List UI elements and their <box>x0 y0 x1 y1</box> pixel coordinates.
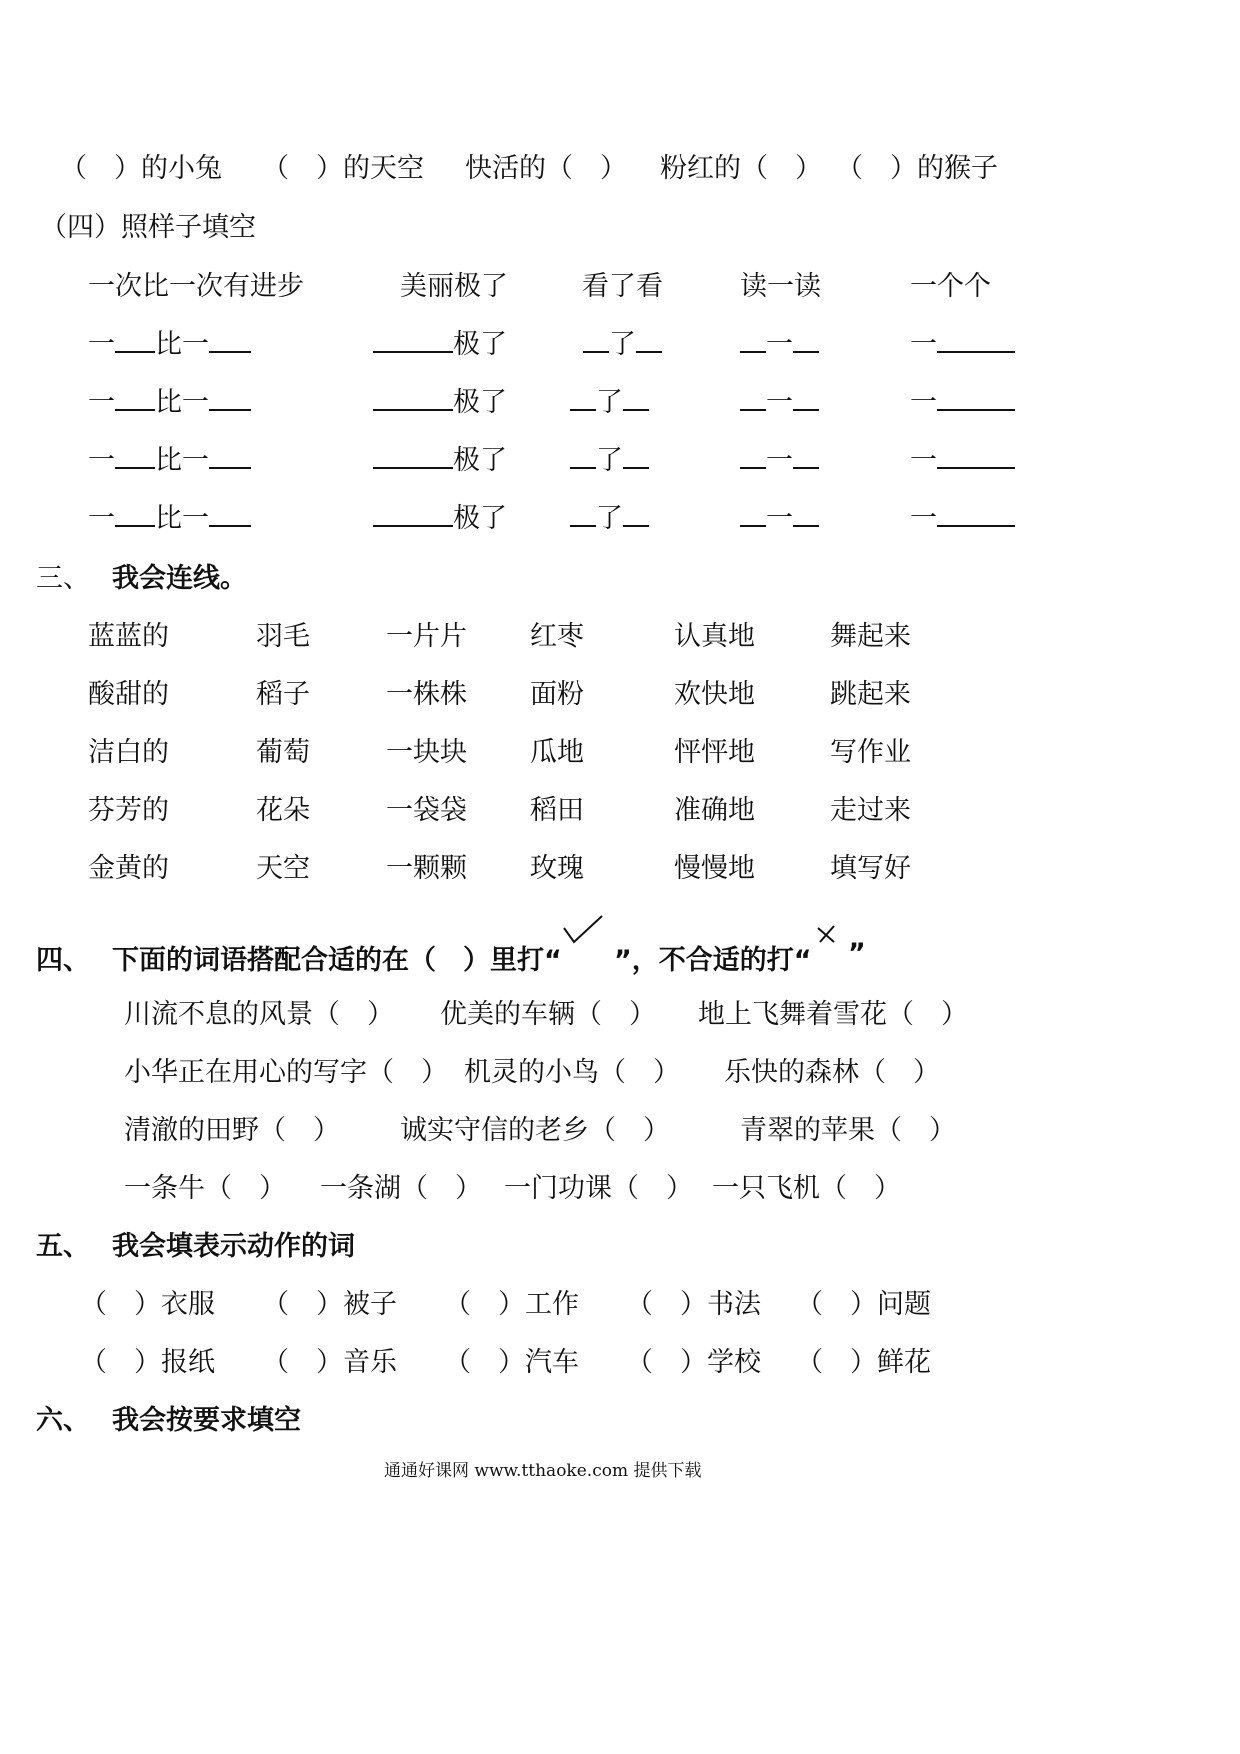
pattern-text: 一 <box>910 329 937 360</box>
pattern-text: 比一 <box>155 445 209 476</box>
judge-item[interactable]: 机灵的小鸟（ ） <box>464 1057 680 1088</box>
blank[interactable] <box>209 329 251 353</box>
blank[interactable] <box>115 329 155 353</box>
verb-item[interactable]: （ ）问题 <box>796 1289 931 1320</box>
pattern-text: 极了 <box>453 445 507 476</box>
pattern-text: 极了 <box>453 503 507 534</box>
blank[interactable] <box>115 387 155 411</box>
verb-item[interactable]: （ ）报纸 <box>80 1347 215 1378</box>
match-word[interactable]: 酸甜的 <box>88 679 169 710</box>
row1-item: 快活的（ ） <box>465 153 627 184</box>
match-word[interactable]: 羽毛 <box>256 621 310 652</box>
judge-item[interactable]: 青翠的苹果（ ） <box>740 1115 956 1146</box>
fill-pattern-le <box>570 380 649 419</box>
example-word: 读一读 <box>740 271 821 302</box>
match-word[interactable]: 玫瑰 <box>530 853 584 884</box>
fill-pattern-ge <box>910 438 1015 477</box>
fill-pattern-bi <box>88 380 251 419</box>
judge-item[interactable]: 诚实守信的老乡（ ） <box>400 1115 670 1146</box>
checkmark-icon <box>560 912 606 948</box>
match-word[interactable]: 认真地 <box>674 621 755 652</box>
match-word[interactable]: 瓜地 <box>530 737 584 768</box>
verb-item[interactable]: （ ）鲜花 <box>796 1347 931 1378</box>
match-word[interactable]: 一袋袋 <box>386 795 467 826</box>
verb-item[interactable]: （ ）书法 <box>626 1289 761 1320</box>
pattern-text: 一 <box>910 387 937 418</box>
blank[interactable] <box>740 503 766 527</box>
section-title: 我会填表示动作的词 <box>112 1231 355 1262</box>
fill-pattern-ji <box>373 438 507 477</box>
blank[interactable] <box>373 387 453 411</box>
pattern-text: 了 <box>596 445 623 476</box>
row1-item: 粉红的（ ） <box>660 153 822 184</box>
match-word[interactable]: 怦怦地 <box>674 737 755 768</box>
fill-pattern-bi <box>88 438 251 477</box>
match-word[interactable]: 红枣 <box>530 621 584 652</box>
cross-icon <box>814 922 838 946</box>
blank[interactable] <box>209 387 251 411</box>
fill-pattern-bi <box>88 496 251 535</box>
verb-item[interactable]: （ ）衣服 <box>80 1289 215 1320</box>
fill-pattern-ji <box>373 322 507 361</box>
blank[interactable] <box>570 445 596 469</box>
match-word[interactable]: 准确地 <box>674 795 755 826</box>
match-word[interactable]: 葡萄 <box>256 737 310 768</box>
fill-pattern-bi <box>88 322 251 361</box>
section-title: 我会连线。 <box>112 563 247 594</box>
match-word[interactable]: 花朵 <box>256 795 310 826</box>
blank[interactable] <box>937 445 1015 469</box>
blank[interactable] <box>740 329 766 353</box>
blank[interactable] <box>793 329 819 353</box>
example-word: 美丽极了 <box>400 271 508 302</box>
pattern-text: 比一 <box>155 503 209 534</box>
pattern-text: 一 <box>766 503 793 534</box>
footer-text: 通通好课网 www.tthaoke.com 提供下载 <box>384 1461 702 1481</box>
blank[interactable] <box>623 387 649 411</box>
example-word: 一次比一次有进步 <box>88 271 304 302</box>
judge-item[interactable]: 一条牛（ ） <box>124 1173 286 1204</box>
fill-pattern-le <box>570 438 649 477</box>
blank[interactable] <box>937 503 1015 527</box>
blank[interactable] <box>793 387 819 411</box>
section-number: 六、 <box>36 1405 90 1436</box>
blank[interactable] <box>793 445 819 469</box>
judge-item[interactable]: 一只飞机（ ） <box>712 1173 901 1204</box>
match-word[interactable]: 一片片 <box>386 621 467 652</box>
section-title-part: ” <box>848 938 866 969</box>
pattern-text: 一 <box>88 445 115 476</box>
pattern-text: 一 <box>910 445 937 476</box>
blank[interactable] <box>209 445 251 469</box>
blank[interactable] <box>937 329 1015 353</box>
fill-pattern-ji <box>373 496 507 535</box>
judge-item[interactable]: 小华正在用心的写字（ ） <box>124 1057 448 1088</box>
match-word[interactable]: 一颗颗 <box>386 853 467 884</box>
judge-item[interactable]: 川流不息的风景（ ） <box>124 999 394 1030</box>
match-word[interactable]: 洁白的 <box>88 737 169 768</box>
blank[interactable] <box>623 503 649 527</box>
judge-item[interactable]: 优美的车辆（ ） <box>440 999 656 1030</box>
blank[interactable] <box>115 503 155 527</box>
fill-pattern-le <box>583 322 662 361</box>
match-word[interactable]: 慢慢地 <box>674 853 755 884</box>
pattern-text: 一 <box>88 387 115 418</box>
fill-pattern-yi <box>740 496 819 535</box>
match-word[interactable]: 一株株 <box>386 679 467 710</box>
match-word[interactable]: 一块块 <box>386 737 467 768</box>
fill-pattern-yi <box>740 438 819 477</box>
match-word[interactable]: 稻子 <box>256 679 310 710</box>
verb-item[interactable]: （ ）被子 <box>262 1289 397 1320</box>
pattern-text: 了 <box>609 329 636 360</box>
blank[interactable] <box>636 329 662 353</box>
section-title: （四）照样子填空 <box>40 212 256 243</box>
section-number: 五、 <box>36 1231 90 1262</box>
pattern-text: 了 <box>596 503 623 534</box>
section-number: 三、 <box>36 563 90 594</box>
judge-item[interactable]: 乐快的森林（ ） <box>724 1057 940 1088</box>
blank[interactable] <box>570 387 596 411</box>
match-word[interactable]: 跳起来 <box>830 679 911 710</box>
blank[interactable] <box>570 503 596 527</box>
section-number: 四、 <box>36 945 90 976</box>
match-word[interactable]: 金黄的 <box>88 853 169 884</box>
fill-pattern-yi <box>740 380 819 419</box>
row1-item: （ ）的天空 <box>262 153 424 184</box>
verb-item[interactable]: （ ）工作 <box>444 1289 579 1320</box>
section-title-part: ”，不合适的打“ <box>614 945 812 976</box>
judge-item[interactable]: 清澈的田野（ ） <box>124 1115 340 1146</box>
verb-item[interactable]: （ ）学校 <box>626 1347 761 1378</box>
judge-item[interactable]: 地上飞舞着雪花（ ） <box>698 999 968 1030</box>
pattern-text: 一 <box>766 329 793 360</box>
fill-pattern-ge <box>910 496 1015 535</box>
pattern-text: 一 <box>766 387 793 418</box>
pattern-text: 极了 <box>453 329 507 360</box>
verb-item[interactable]: （ ）汽车 <box>444 1347 579 1378</box>
pattern-text: 一 <box>910 503 937 534</box>
match-word[interactable]: 芬芳的 <box>88 795 169 826</box>
pattern-text: 极了 <box>453 387 507 418</box>
blank[interactable] <box>209 503 251 527</box>
match-word[interactable]: 走过来 <box>830 795 911 826</box>
pattern-text: 了 <box>596 387 623 418</box>
match-word[interactable]: 舞起来 <box>830 621 911 652</box>
blank[interactable] <box>740 387 766 411</box>
blank[interactable] <box>740 445 766 469</box>
judge-item[interactable]: 一门功课（ ） <box>504 1173 693 1204</box>
pattern-text: 比一 <box>155 387 209 418</box>
pattern-text: 一 <box>766 445 793 476</box>
row1-item: （ ）的小兔 <box>60 153 222 184</box>
fill-pattern-ge <box>910 322 1015 361</box>
match-word[interactable]: 稻田 <box>530 795 584 826</box>
blank[interactable] <box>373 329 453 353</box>
row1-item: （ ）的猴子 <box>836 153 998 184</box>
example-word: 一个个 <box>910 271 991 302</box>
blank[interactable] <box>793 503 819 527</box>
blank[interactable] <box>937 387 1015 411</box>
pattern-text: 一 <box>88 329 115 360</box>
blank[interactable] <box>373 445 453 469</box>
blank[interactable] <box>373 503 453 527</box>
judge-item[interactable]: 一条湖（ ） <box>320 1173 482 1204</box>
match-word[interactable]: 面粉 <box>530 679 584 710</box>
blank[interactable] <box>115 445 155 469</box>
match-word[interactable]: 写作业 <box>830 737 911 768</box>
section-title-part: 下面的词语搭配合适的在（ ）里打“ <box>112 945 562 976</box>
match-word[interactable]: 蓝蓝的 <box>88 621 169 652</box>
example-word: 看了看 <box>582 271 663 302</box>
fill-pattern-ge <box>910 380 1015 419</box>
blank[interactable] <box>623 445 649 469</box>
match-word[interactable]: 天空 <box>256 853 310 884</box>
verb-item[interactable]: （ ）音乐 <box>262 1347 397 1378</box>
blank[interactable] <box>583 329 609 353</box>
pattern-text: 比一 <box>155 329 209 360</box>
fill-pattern-yi <box>740 322 819 361</box>
pattern-text: 一 <box>88 503 115 534</box>
match-word[interactable]: 欢快地 <box>674 679 755 710</box>
section-title: 我会按要求填空 <box>112 1405 301 1436</box>
fill-pattern-ji <box>373 380 507 419</box>
fill-pattern-le <box>570 496 649 535</box>
match-word[interactable]: 填写好 <box>830 853 911 884</box>
